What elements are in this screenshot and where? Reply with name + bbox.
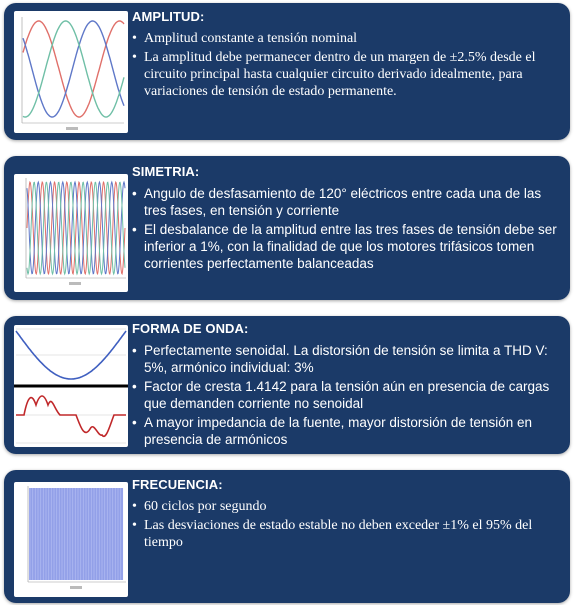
frecuencia-title: FRECUENCIA:: [132, 477, 223, 492]
amplitud-card: [4, 3, 570, 140]
forma-de-onda-chart-image: [14, 325, 128, 447]
simetria-title: SIMETRIA:: [132, 164, 200, 179]
frecuencia-bullet: • 60 ciclos por segundo: [132, 498, 562, 515]
distorted-current-wave: [16, 396, 126, 436]
frequency-wave-band: [29, 488, 123, 580]
forma-de-onda-bullet: • A mayor impedancia de la fuente, mayor distorsión de tensión en presencia de armónicos: [132, 414, 562, 448]
frecuencia-chart-image: [14, 482, 128, 597]
phase-a-wave: [23, 21, 124, 117]
forma-de-onda-bullet: • Factor de cresta 1.4142 para la tensión aún en presencia de cargas que demanden corriente no senoidal: [132, 378, 562, 412]
frecuencia-card: [4, 470, 570, 603]
simetria-card: [4, 156, 570, 300]
simetria-chart-image: [14, 174, 128, 292]
amplitud-bullet: • Amplitud constante a tensión nominal: [132, 30, 562, 47]
forma-de-onda-bullet: • Perfectamente senoidal. La distorsión de tensión se limita a THD V: 5%, armónico individual: 3%: [132, 342, 562, 376]
amplitud-bullet: • La amplitud debe permanecer dentro de un margen de ±2.5% desde el circuito principal hasta cualquier circuito derivado idealmente, para variaciones de tensión de estado permanente.: [132, 49, 562, 100]
forma-de-onda-card: [4, 316, 570, 454]
simetria-bullet: • El desbalance de la amplitud entre las tres fases de tensión debe ser inferior a 1%, con la finalidad de que los motores trifásicos tomen corrientes perfectamente balanceadas: [132, 221, 562, 272]
amplitud-chart-image: [14, 11, 128, 133]
frecuencia-bullet: • Las desviaciones de estado estable no deben exceder ±1% el 95% del tiempo: [132, 517, 562, 551]
amplitud-title: AMPLITUD:: [132, 9, 205, 24]
simetria-bullet: • Angulo de desfasamiento de 120° eléctricos entre cada una de las tres fases, en tensión y corriente: [132, 185, 562, 219]
forma-de-onda-title: FORMA DE ONDA:: [132, 321, 249, 336]
